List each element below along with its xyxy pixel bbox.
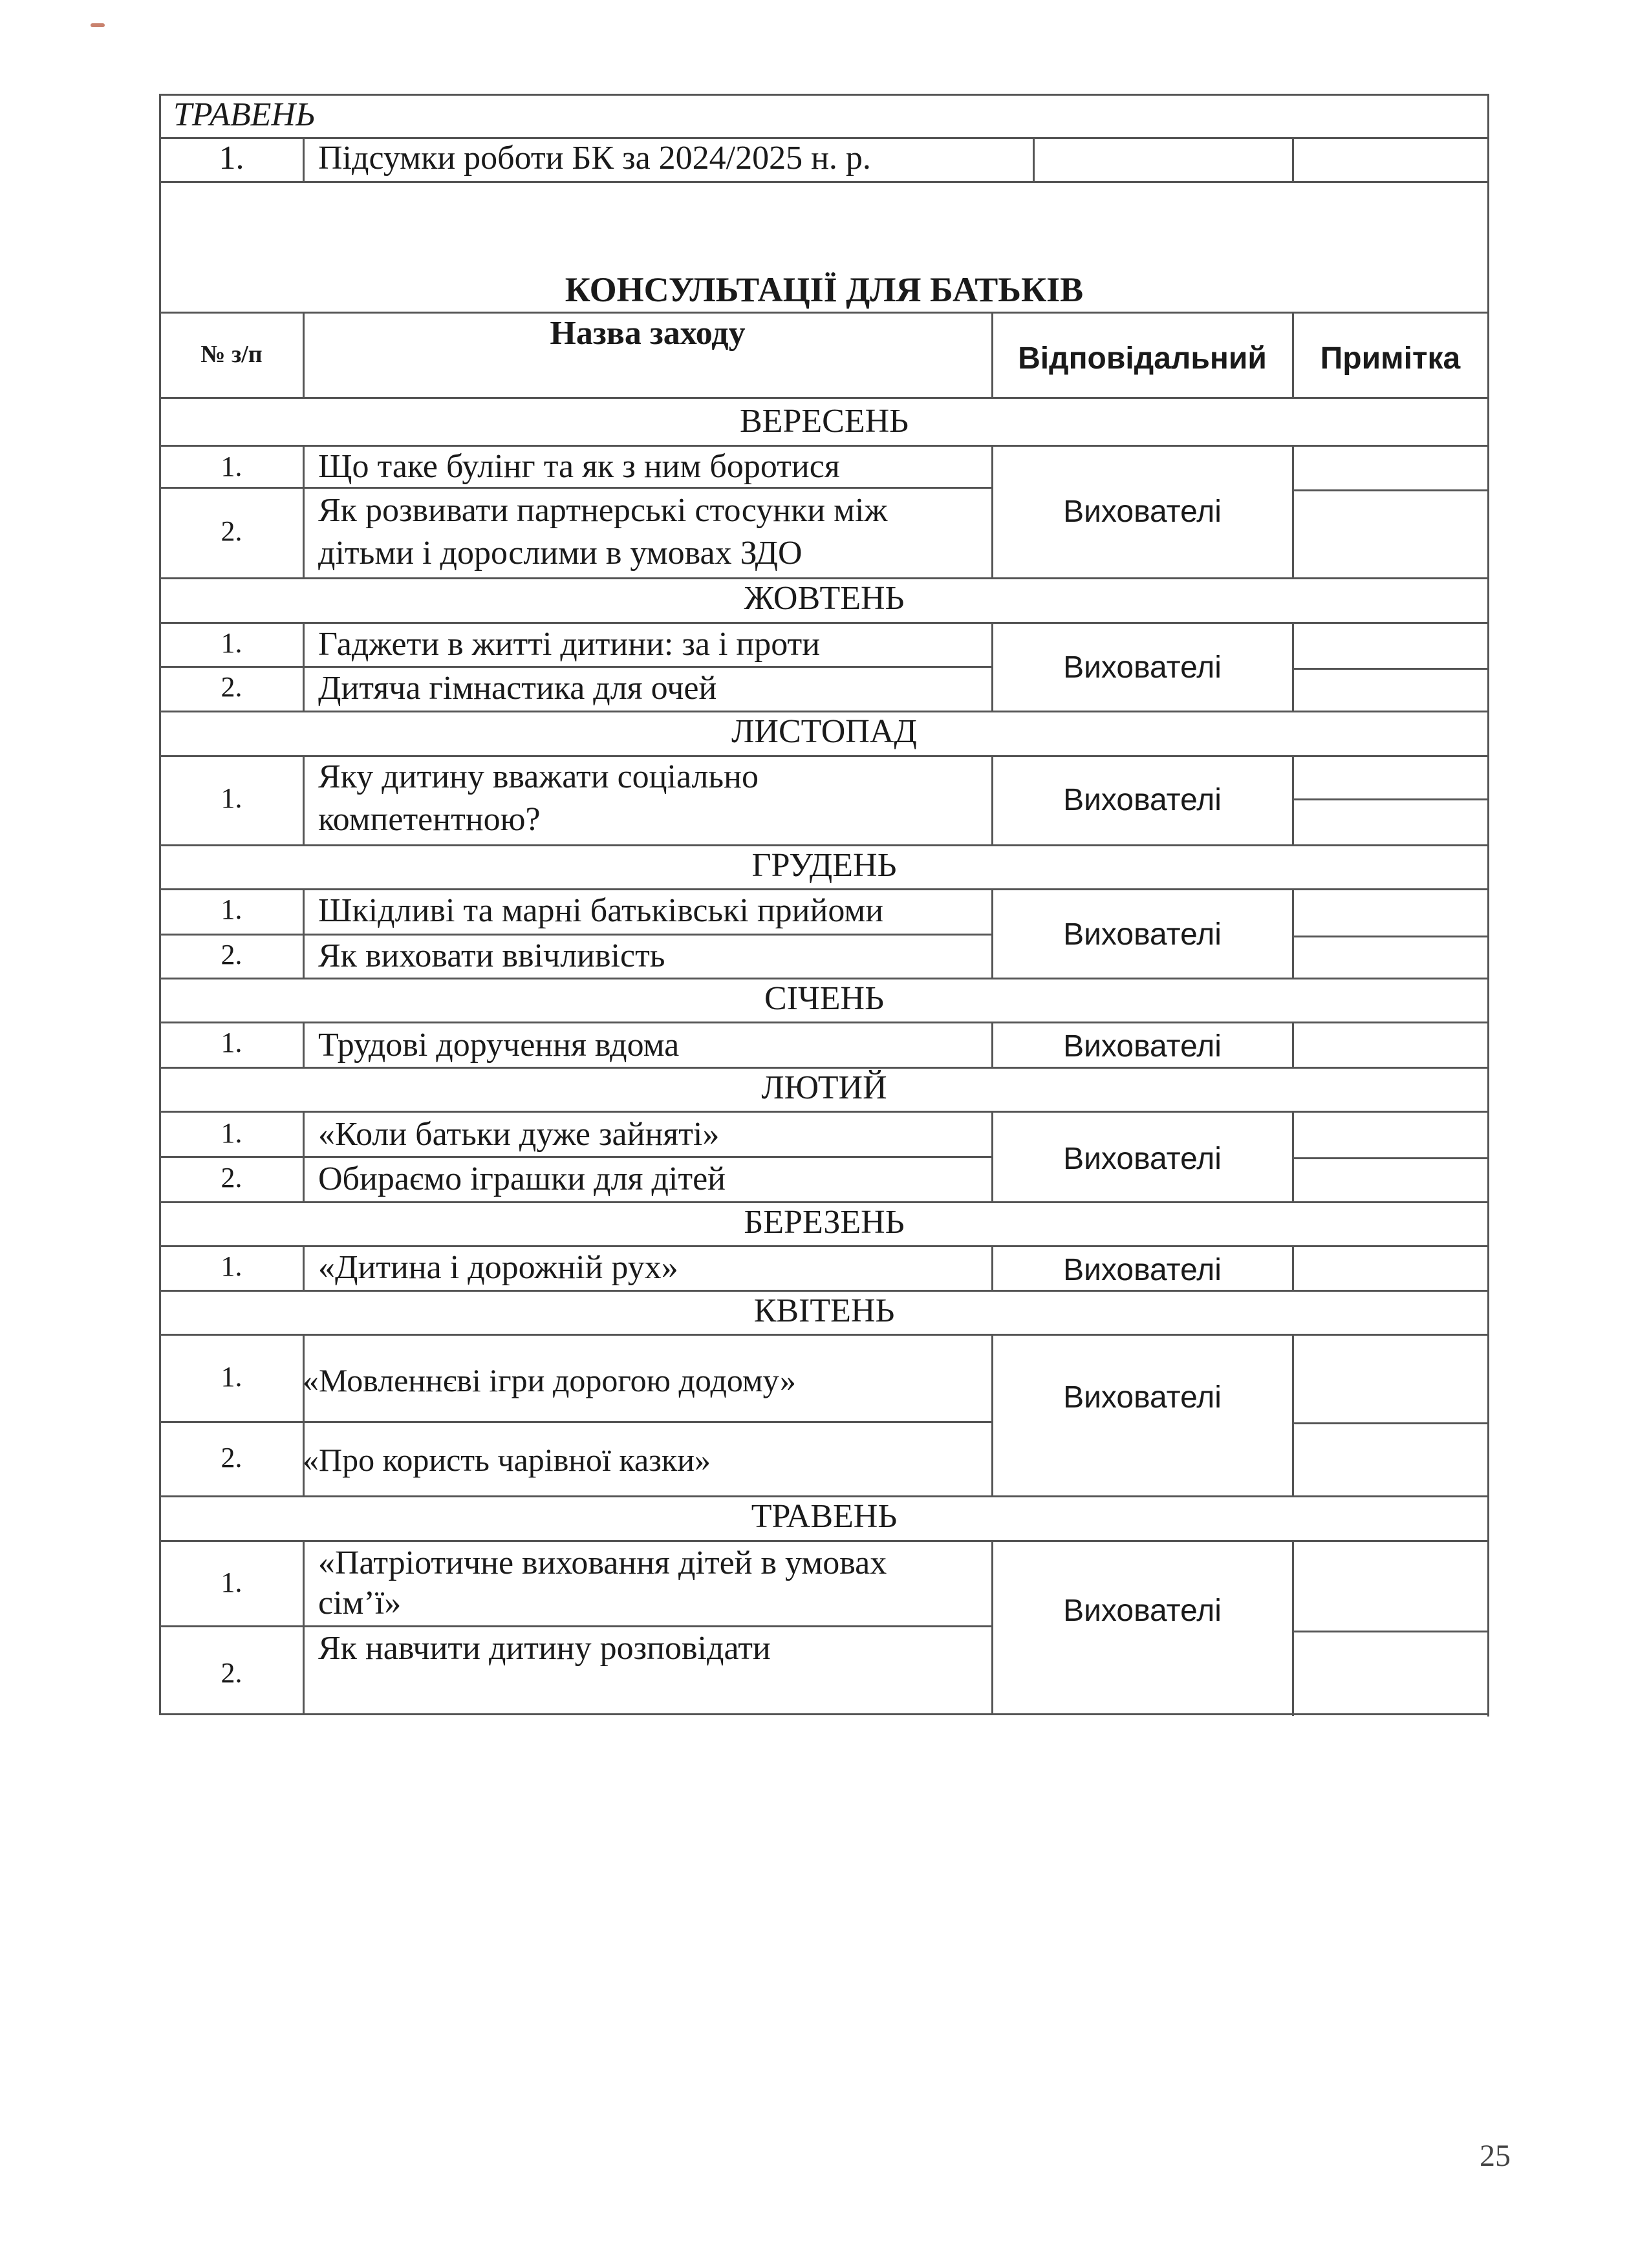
header-responsible: Відповідальний bbox=[1018, 341, 1267, 376]
row-num: 2. bbox=[221, 1162, 242, 1193]
row-name: Як розвивати партнерські стосунки між bbox=[318, 492, 888, 529]
page-number: 25 bbox=[1480, 2139, 1511, 2173]
month-november: ЛИСТОПАД bbox=[731, 713, 917, 750]
row-name: Дитяча гімнастика для очей bbox=[318, 670, 717, 707]
responsible-cell: Вихователі bbox=[1063, 783, 1222, 817]
row-num: 2. bbox=[221, 1657, 242, 1689]
row-num: 2. bbox=[221, 671, 242, 703]
top-row-name: Підсумки роботи БК за 2024/2025 н. р. bbox=[318, 140, 871, 177]
responsible-cell: Вихователі bbox=[1063, 1253, 1222, 1287]
row-name: Як навчити дитину розповідати bbox=[318, 1630, 771, 1667]
row-name: Обираємо іграшки для дітей bbox=[318, 1161, 726, 1197]
row-num: 1. bbox=[221, 1567, 242, 1598]
row-num: 1. bbox=[221, 451, 242, 482]
row-num: 1. bbox=[221, 893, 242, 925]
row-name: Як виховати ввічливість bbox=[318, 937, 665, 974]
header-num: № з/п bbox=[200, 341, 263, 368]
month-february: ЛЮТИЙ bbox=[761, 1069, 887, 1106]
row-name: дітьми і дорослими в умовах ЗДО bbox=[318, 535, 803, 572]
month-may: ТРАВЕНЬ bbox=[751, 1498, 898, 1535]
row-name: компетентною? bbox=[318, 801, 541, 838]
row-num: 1. bbox=[221, 1250, 242, 1282]
row-name: Гаджети в житті дитини: за і проти bbox=[318, 626, 821, 663]
row-num: 1. bbox=[221, 1027, 242, 1058]
row-name: «Мовленнєві ігри дорогою додому» bbox=[303, 1362, 796, 1398]
header-name: Назва заходу bbox=[550, 315, 746, 352]
responsible-cell: Вихователі bbox=[1063, 650, 1222, 685]
responsible-cell: Вихователі bbox=[1063, 917, 1222, 952]
row-num: 2. bbox=[221, 939, 242, 970]
row-num: 1. bbox=[221, 1361, 242, 1393]
month-april: КВІТЕНЬ bbox=[753, 1292, 895, 1329]
top-month-label: ТРАВЕНЬ bbox=[173, 96, 316, 133]
month-january: СІЧЕНЬ bbox=[764, 980, 884, 1017]
row-num: 2. bbox=[221, 1442, 242, 1473]
row-num: 1. bbox=[221, 782, 242, 814]
month-september: ВЕРЕСЕНЬ bbox=[740, 403, 909, 440]
row-num: 1. bbox=[221, 627, 242, 659]
row-num: 2. bbox=[221, 515, 242, 547]
row-name: Яку дитину вважати соціально bbox=[318, 758, 759, 795]
row-name: «Коли батьки дуже зайняті» bbox=[318, 1116, 720, 1153]
month-october: ЖОВТЕНЬ bbox=[744, 580, 905, 617]
row-name: Трудові доручення вдома bbox=[318, 1027, 680, 1064]
top-row-num: 1. bbox=[219, 140, 244, 177]
month-december: ГРУДЕНЬ bbox=[751, 847, 897, 884]
row-num: 1. bbox=[221, 1117, 242, 1149]
section-title: КОНСУЛЬТАЦІЇ ДЛЯ БАТЬКІВ bbox=[565, 270, 1084, 309]
row-name: «Про користь чарівної казки» bbox=[303, 1442, 711, 1478]
row-name: Що таке булінг та як з ним боротися bbox=[318, 448, 840, 485]
row-name: Шкідливі та марні батьківські прийоми bbox=[318, 892, 884, 929]
month-march: БЕРЕЗЕНЬ bbox=[744, 1204, 905, 1241]
row-name: сім’ї» bbox=[318, 1585, 402, 1621]
header-note: Примітка bbox=[1320, 341, 1461, 376]
row-name: «Патріотичне виховання дітей в умовах bbox=[318, 1545, 887, 1581]
responsible-cell: Вихователі bbox=[1063, 1029, 1222, 1064]
responsible-cell: Вихователі bbox=[1063, 1142, 1222, 1176]
responsible-cell: Вихователі bbox=[1063, 1594, 1222, 1628]
row-name: «Дитина і дорожній рух» bbox=[318, 1249, 678, 1286]
responsible-cell: Вихователі bbox=[1063, 1380, 1222, 1415]
scan-mark bbox=[91, 23, 105, 27]
responsible-cell: Вихователі bbox=[1063, 495, 1222, 529]
